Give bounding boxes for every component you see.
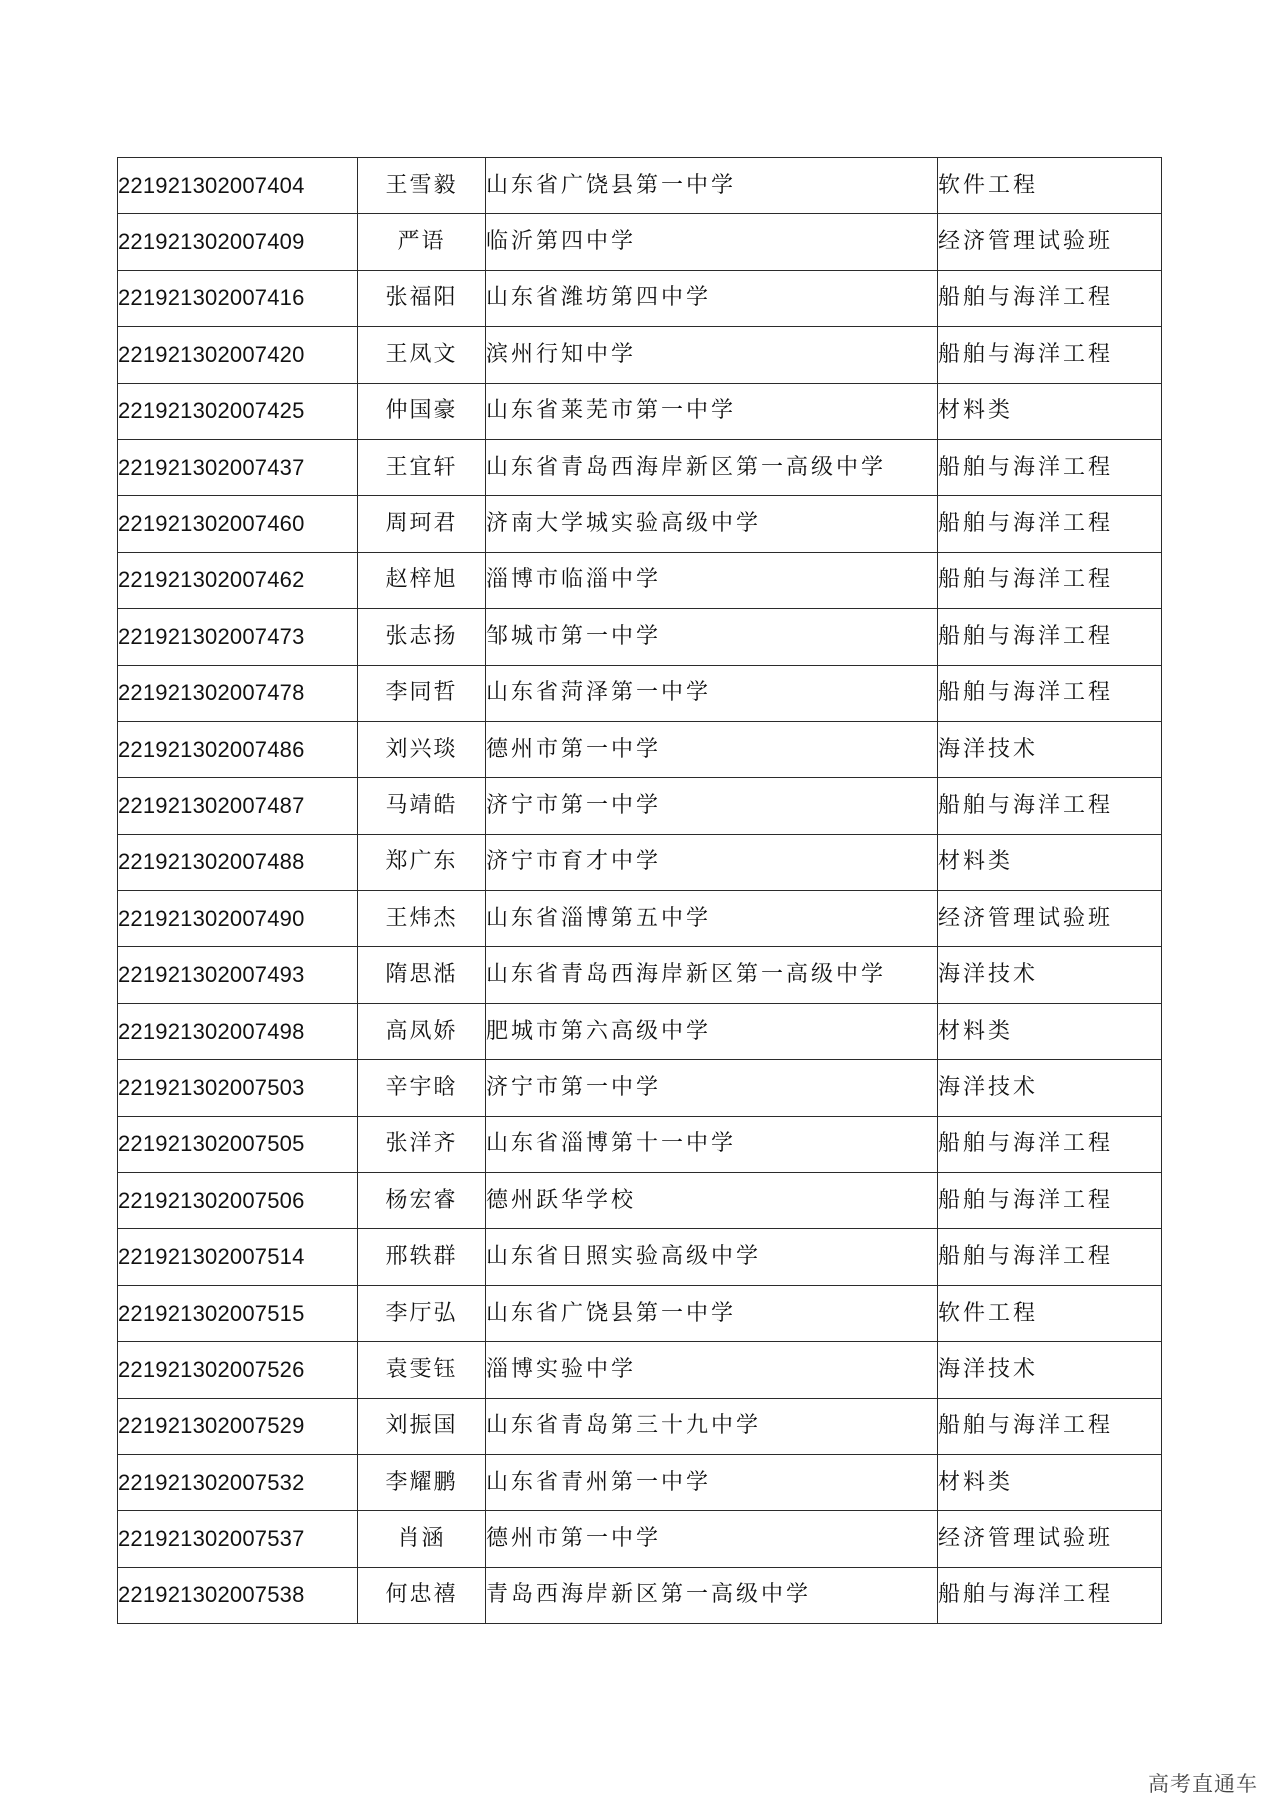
school-cell: 山东省广饶县第一中学 [486, 158, 938, 214]
school-cell: 山东省淄博第十一中学 [486, 1116, 938, 1172]
exam-id-cell: 221921302007538 [118, 1567, 358, 1623]
exam-id-cell: 221921302007498 [118, 1003, 358, 1059]
student-name-cell: 邢轶群 [358, 1229, 486, 1285]
table-row [118, 721, 1162, 777]
school-cell: 滨州行知中学 [486, 327, 938, 383]
table-row [118, 1229, 1162, 1285]
major-cell: 材料类 [938, 834, 1162, 890]
exam-id-cell: 221921302007532 [118, 1454, 358, 1510]
student-name-cell: 张志扬 [358, 609, 486, 665]
table-row [118, 1285, 1162, 1341]
exam-id-cell: 221921302007526 [118, 1342, 358, 1398]
school-cell: 山东省青岛西海岸新区第一高级中学 [486, 947, 938, 1003]
student-name-cell: 郑广东 [358, 834, 486, 890]
school-cell: 青岛西海岸新区第一高级中学 [486, 1567, 938, 1623]
major-cell: 海洋技术 [938, 947, 1162, 1003]
exam-id-cell: 221921302007416 [118, 270, 358, 326]
school-cell: 济宁市第一中学 [486, 778, 938, 834]
student-name-cell: 马靖皓 [358, 778, 486, 834]
major-cell: 船舶与海洋工程 [938, 439, 1162, 495]
school-cell: 淄博市临淄中学 [486, 552, 938, 608]
exam-id-cell: 221921302007409 [118, 214, 358, 270]
table-row [118, 158, 1162, 214]
student-name-cell: 严语 [358, 214, 486, 270]
exam-id-cell: 221921302007478 [118, 665, 358, 721]
school-cell: 德州跃华学校 [486, 1173, 938, 1229]
exam-id-cell: 221921302007420 [118, 327, 358, 383]
table-row [118, 1116, 1162, 1172]
student-name-cell: 李厅弘 [358, 1285, 486, 1341]
school-cell: 山东省广饶县第一中学 [486, 1285, 938, 1341]
student-name-cell: 何忠禧 [358, 1567, 486, 1623]
table-row [118, 1398, 1162, 1454]
watermark-text: 高考直通车 [1148, 1772, 1258, 1796]
table-row [118, 1511, 1162, 1567]
table-row [118, 552, 1162, 608]
school-cell: 山东省青岛西海岸新区第一高级中学 [486, 439, 938, 495]
table-row [118, 270, 1162, 326]
school-cell: 临沂第四中学 [486, 214, 938, 270]
major-cell: 软件工程 [938, 158, 1162, 214]
table-row [118, 834, 1162, 890]
student-name-cell: 仲国豪 [358, 383, 486, 439]
table-row [118, 1342, 1162, 1398]
major-cell: 软件工程 [938, 1285, 1162, 1341]
student-name-cell: 肖涵 [358, 1511, 486, 1567]
exam-id-cell: 221921302007515 [118, 1285, 358, 1341]
student-name-cell: 刘振国 [358, 1398, 486, 1454]
major-cell: 经济管理试验班 [938, 891, 1162, 947]
school-cell: 山东省潍坊第四中学 [486, 270, 938, 326]
exam-id-cell: 221921302007473 [118, 609, 358, 665]
major-cell: 船舶与海洋工程 [938, 1567, 1162, 1623]
table-row [118, 214, 1162, 270]
exam-id-cell: 221921302007487 [118, 778, 358, 834]
school-cell: 德州市第一中学 [486, 721, 938, 777]
exam-id-cell: 221921302007537 [118, 1511, 358, 1567]
student-name-cell: 王凤文 [358, 327, 486, 383]
table-row [118, 1173, 1162, 1229]
school-cell: 山东省青岛第三十九中学 [486, 1398, 938, 1454]
exam-id-cell: 221921302007425 [118, 383, 358, 439]
school-cell: 山东省日照实验高级中学 [486, 1229, 938, 1285]
exam-id-cell: 221921302007505 [118, 1116, 358, 1172]
school-cell: 山东省菏泽第一中学 [486, 665, 938, 721]
student-name-cell: 王雪毅 [358, 158, 486, 214]
table-row [118, 778, 1162, 834]
major-cell: 船舶与海洋工程 [938, 552, 1162, 608]
table-row [118, 327, 1162, 383]
school-cell: 肥城市第六高级中学 [486, 1003, 938, 1059]
major-cell: 船舶与海洋工程 [938, 1398, 1162, 1454]
school-cell: 德州市第一中学 [486, 1511, 938, 1567]
student-name-cell: 刘兴琰 [358, 721, 486, 777]
roster-table-body [118, 158, 1162, 1624]
student-name-cell: 隋思湉 [358, 947, 486, 1003]
table-row [118, 1003, 1162, 1059]
major-cell: 经济管理试验班 [938, 1511, 1162, 1567]
exam-id-cell: 221921302007506 [118, 1173, 358, 1229]
exam-id-cell: 221921302007488 [118, 834, 358, 890]
exam-id-cell: 221921302007460 [118, 496, 358, 552]
student-name-cell: 周珂君 [358, 496, 486, 552]
table-row [118, 1060, 1162, 1116]
table-row [118, 496, 1162, 552]
student-name-cell: 李同哲 [358, 665, 486, 721]
school-cell: 济南大学城实验高级中学 [486, 496, 938, 552]
exam-id-cell: 221921302007490 [118, 891, 358, 947]
student-name-cell: 王炜杰 [358, 891, 486, 947]
student-name-cell: 张福阳 [358, 270, 486, 326]
school-cell: 淄博实验中学 [486, 1342, 938, 1398]
major-cell: 海洋技术 [938, 1342, 1162, 1398]
school-cell: 山东省淄博第五中学 [486, 891, 938, 947]
major-cell: 海洋技术 [938, 721, 1162, 777]
major-cell: 材料类 [938, 383, 1162, 439]
major-cell: 材料类 [938, 1454, 1162, 1510]
school-cell: 山东省莱芜市第一中学 [486, 383, 938, 439]
table-row [118, 609, 1162, 665]
exam-id-cell: 221921302007529 [118, 1398, 358, 1454]
student-name-cell: 高凤娇 [358, 1003, 486, 1059]
exam-id-cell: 221921302007437 [118, 439, 358, 495]
major-cell: 经济管理试验班 [938, 214, 1162, 270]
major-cell: 材料类 [938, 1003, 1162, 1059]
student-name-cell: 赵梓旭 [358, 552, 486, 608]
table-row [118, 439, 1162, 495]
school-cell: 济宁市第一中学 [486, 1060, 938, 1116]
table-row [118, 665, 1162, 721]
exam-id-cell: 221921302007514 [118, 1229, 358, 1285]
exam-id-cell: 221921302007503 [118, 1060, 358, 1116]
major-cell: 船舶与海洋工程 [938, 609, 1162, 665]
major-cell: 船舶与海洋工程 [938, 327, 1162, 383]
major-cell: 船舶与海洋工程 [938, 1173, 1162, 1229]
major-cell: 船舶与海洋工程 [938, 1229, 1162, 1285]
major-cell: 海洋技术 [938, 1060, 1162, 1116]
school-cell: 山东省青州第一中学 [486, 1454, 938, 1510]
major-cell: 船舶与海洋工程 [938, 665, 1162, 721]
table-row [118, 1454, 1162, 1510]
school-cell: 济宁市育才中学 [486, 834, 938, 890]
school-cell: 邹城市第一中学 [486, 609, 938, 665]
student-name-cell: 李耀鹏 [358, 1454, 486, 1510]
major-cell: 船舶与海洋工程 [938, 1116, 1162, 1172]
exam-id-cell: 221921302007486 [118, 721, 358, 777]
exam-id-cell: 221921302007493 [118, 947, 358, 1003]
student-name-cell: 张洋齐 [358, 1116, 486, 1172]
student-name-cell: 袁雯钰 [358, 1342, 486, 1398]
exam-id-cell: 221921302007462 [118, 552, 358, 608]
exam-id-cell: 221921302007404 [118, 158, 358, 214]
admission-roster-table [117, 157, 1162, 1624]
table-row [118, 383, 1162, 439]
student-name-cell: 辛宇晗 [358, 1060, 486, 1116]
table-row [118, 947, 1162, 1003]
table-row [118, 1567, 1162, 1623]
major-cell: 船舶与海洋工程 [938, 270, 1162, 326]
table-row [118, 891, 1162, 947]
major-cell: 船舶与海洋工程 [938, 496, 1162, 552]
major-cell: 船舶与海洋工程 [938, 778, 1162, 834]
student-name-cell: 杨宏睿 [358, 1173, 486, 1229]
student-name-cell: 王宜轩 [358, 439, 486, 495]
